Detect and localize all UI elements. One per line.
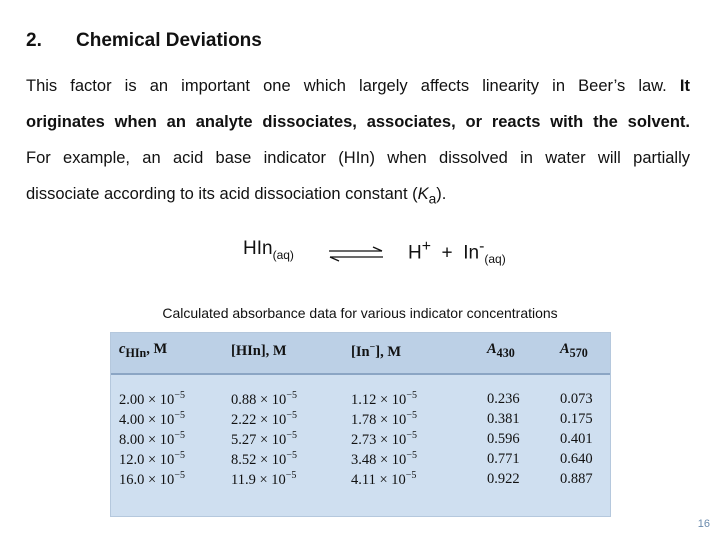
table-cell: $4.11 \times 10^{-5}$	[351, 469, 417, 488]
header-in: [In−], M	[351, 341, 402, 360]
header-hin: [HIn], M	[231, 342, 287, 359]
ka-symbol: K	[417, 185, 429, 203]
section-number: 2.	[26, 30, 42, 51]
header-a430: $A_{430}$	[487, 341, 515, 360]
table-row	[111, 409, 610, 429]
section-title: Chemical Deviations	[76, 30, 262, 51]
paragraph-line-1: This factor is an important one which largely affects linearity in Beer’s law. It	[26, 77, 690, 95]
table-cell: 0.922	[487, 470, 520, 487]
table-cell: 0.596	[487, 430, 520, 447]
table-cell: $12.0 \times 10^{-5}$	[119, 449, 185, 468]
header-a570: $A_{570}$	[560, 341, 588, 360]
header-concentration: $c_{HIn}$, M	[119, 341, 168, 360]
table-cell: 0.401	[560, 430, 593, 447]
table-cell: 0.640	[560, 450, 593, 467]
table-cell: 0.771	[487, 450, 520, 467]
table-cell: $1.78 \times 10^{-5}$	[351, 409, 417, 428]
table-cell: $0.88 \times 10^{-5}$	[231, 389, 297, 408]
table-cell: 0.073	[560, 390, 593, 407]
table-cell: $5.27 \times 10^{-5}$	[231, 429, 297, 448]
table-cell: $4.00 \times 10^{-5}$	[119, 409, 185, 428]
equation-left: HIn$_{(aq)}$	[243, 238, 294, 262]
table-row	[111, 389, 610, 409]
table-row	[111, 469, 610, 489]
table-cell: $8.00 \times 10^{-5}$	[119, 429, 185, 448]
body-paragraph	[26, 68, 690, 217]
section-heading	[26, 30, 262, 52]
table-body	[111, 389, 610, 489]
table-caption: Calculated absorbance data for various indicator concentrations	[162, 305, 558, 321]
equilibrium-arrow-icon	[327, 246, 385, 262]
table-cell: $2.22 \times 10^{-5}$	[231, 409, 297, 428]
table-cell: $8.52 \times 10^{-5}$	[231, 449, 297, 468]
table-row	[111, 429, 610, 449]
table-cell: 0.236	[487, 390, 520, 407]
table-cell: $3.48 \times 10^{-5}$	[351, 449, 417, 468]
table-cell: 0.887	[560, 470, 593, 487]
page-number: 16	[697, 518, 710, 530]
table-header	[111, 341, 610, 361]
absorbance-table	[110, 332, 611, 517]
paragraph-line-2: originates when an analyte dissociates, associates, or reacts with the solvent.	[26, 113, 690, 131]
table-cell: $2.73 \times 10^{-5}$	[351, 429, 417, 448]
paragraph-line-4: dissociate according to its acid dissociation constant $(K_a)$.	[26, 185, 447, 207]
table-cell: 0.381	[487, 410, 520, 427]
paragraph-line-3: For example, an acid base indicator (HIn) when dissolved in water will partially	[26, 149, 690, 167]
table-cell: $16.0 \times 10^{-5}$	[119, 469, 185, 488]
table-cell: $1.12 \times 10^{-5}$	[351, 389, 417, 408]
equation-right: $H^+ + In^-_{(aq)}$	[408, 238, 506, 267]
table-row	[111, 449, 610, 469]
table-cell: 0.175	[560, 410, 593, 427]
table-cell: $11.9 \times 10^{-5}$	[231, 469, 297, 488]
table-cell: $2.00 \times 10^{-5}$	[119, 389, 185, 408]
